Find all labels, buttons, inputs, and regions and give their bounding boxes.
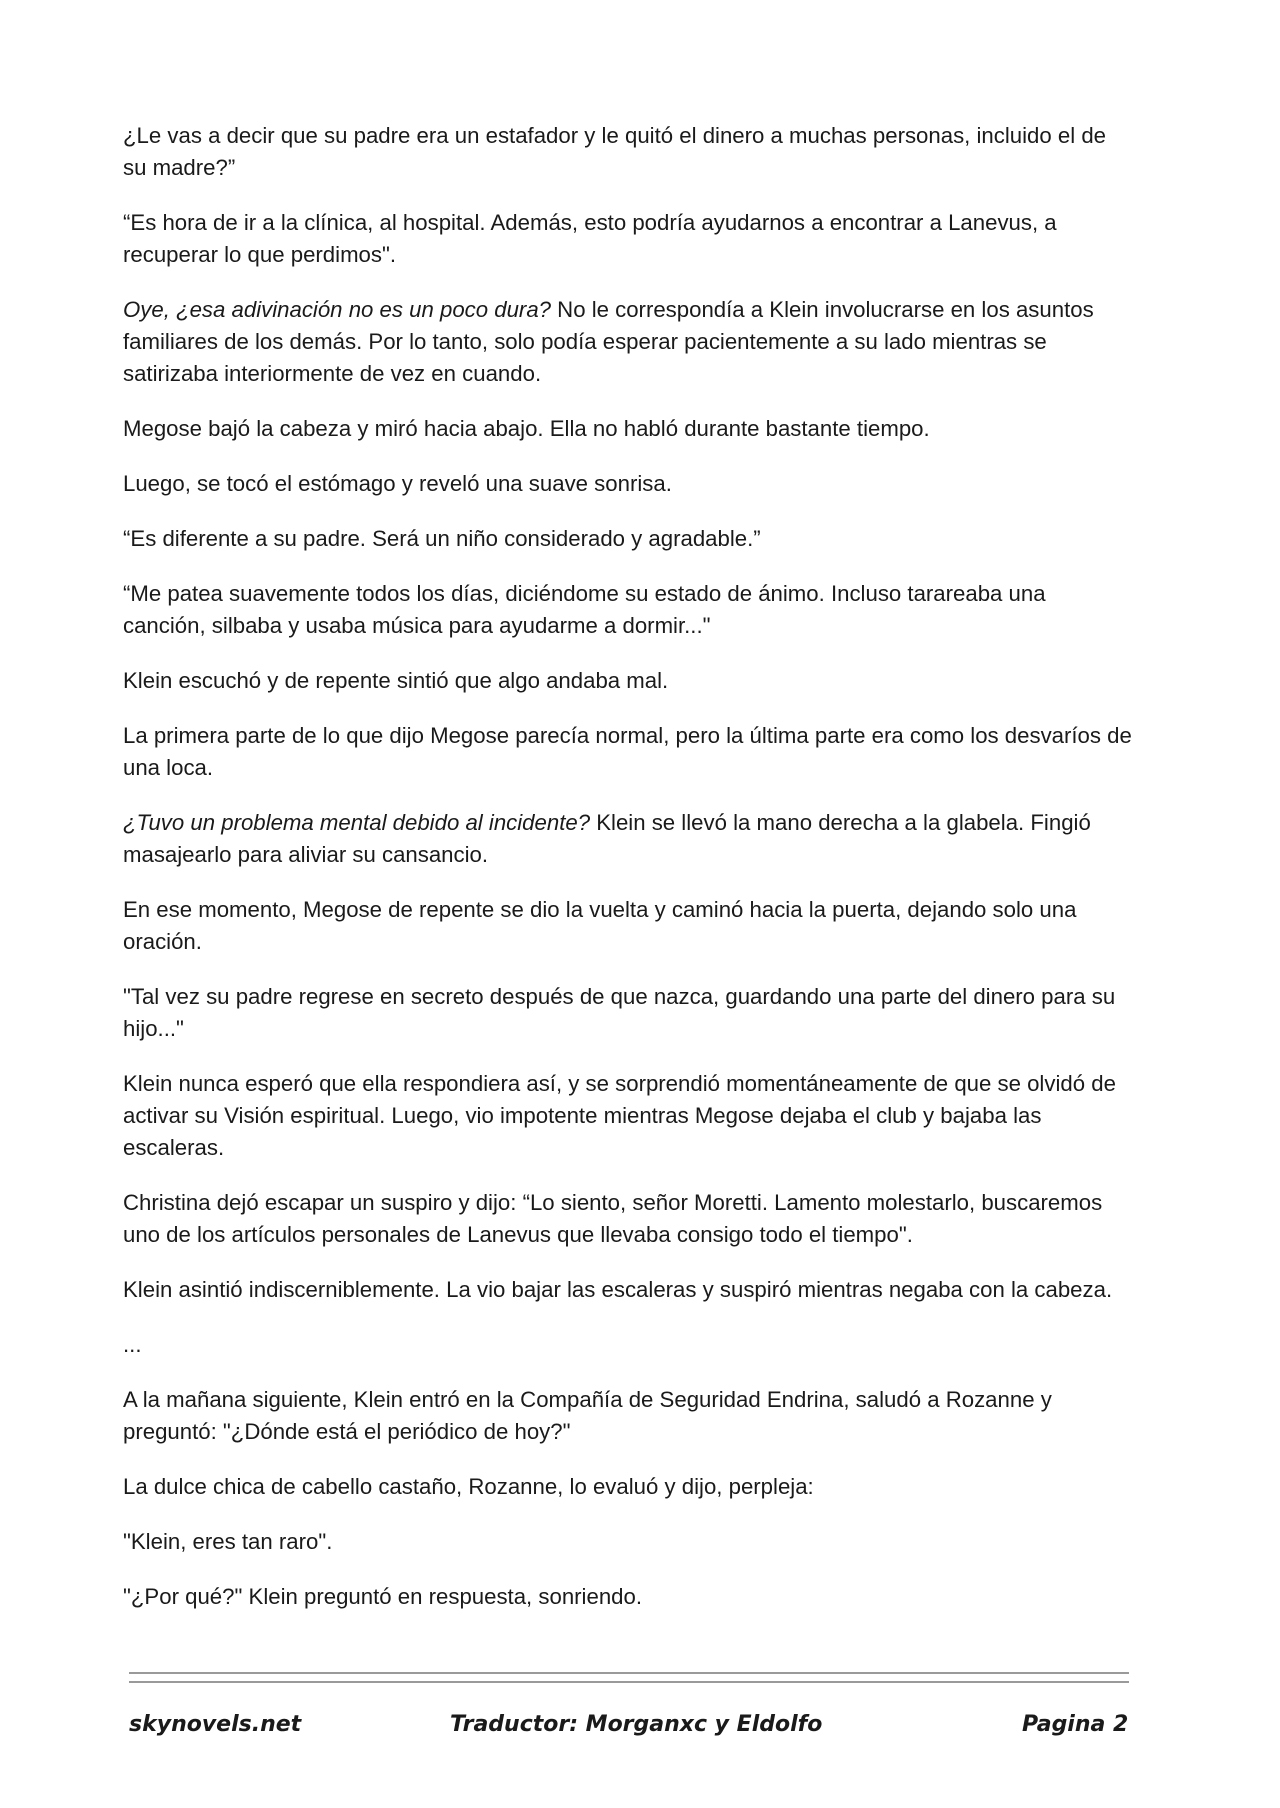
paragraph-italic-text: ¿Tuvo un problema mental debido al incidente? — [123, 810, 591, 835]
paragraph-italic-text: Oye, ¿esa adivinación no es un poco dura? — [123, 297, 551, 322]
footer-page-number: Pagina 2 — [1022, 1712, 1129, 1737]
paragraph-text: La dulce chica de cabello castaño, Rozanne, lo evaluó y dijo, perpleja: — [123, 1474, 814, 1499]
paragraph — [123, 1329, 1133, 1361]
paragraph — [123, 523, 1133, 555]
paragraph-text: La primera parte de lo que dijo Megose parecía normal, pero la última parte era como los desvaríos de una loca. — [123, 723, 1132, 780]
paragraph-text: "¿Por qué?" Klein preguntó en respuesta, sonriendo. — [123, 1584, 643, 1609]
paragraph — [123, 1471, 1133, 1503]
paragraph — [123, 578, 1133, 642]
paragraph — [123, 1526, 1133, 1558]
paragraph — [123, 665, 1133, 697]
paragraph — [123, 413, 1133, 445]
paragraph-text: Klein escuchó y de repente sintió que algo andaba mal. — [123, 668, 669, 693]
paragraph-text: Luego, se tocó el estómago y reveló una suave sonrisa. — [123, 471, 672, 496]
paragraph-text: No le correspondía a Klein involucrarse en los asuntos familiares de los demás. Por lo tanto, solo podía esperar pacientemente a su lado mientras se satirizaba interiormente de vez en cuando. — [123, 297, 1094, 386]
paragraph — [123, 720, 1133, 784]
paragraph-text: "Tal vez su padre regrese en secreto después de que nazca, guardando una parte del dinero para su hijo..." — [123, 984, 1116, 1041]
paragraph-text: ... — [123, 1332, 142, 1357]
footer-divider-top — [129, 1672, 1129, 1674]
paragraph-text: Christina dejó escapar un suspiro y dijo: “Lo siento, señor Moretti. Lamento molestarlo, buscaremos uno de los artículos personales de Lanevus que llevaba consigo todo el tiempo". — [123, 1190, 1103, 1247]
paragraph-text: A la mañana siguiente, Klein entró en la Compañía de Seguridad Endrina, saludó a Rozanne y preguntó: "¿Dónde está el periódico de hoy?" — [123, 1387, 1052, 1444]
paragraph-text: “Es diferente a su padre. Será un niño considerado y agradable.” — [123, 526, 761, 551]
paragraph — [123, 894, 1133, 958]
paragraph-text: Klein se llevó la mano derecha a la glabela. Fingió masajearlo para aliviar su cansancio. — [123, 810, 1091, 867]
paragraph — [123, 120, 1133, 184]
paragraph-text: “Me patea suavemente todos los días, diciéndome su estado de ánimo. Incluso tarareaba una canción, silbaba y usaba música para ayudarme a dormir..." — [123, 581, 1046, 638]
footer-translator-credit: Traductor: Morganxc y Eldolfo — [450, 1712, 823, 1737]
paragraph — [123, 294, 1133, 390]
footer-site-name: skynovels.net — [129, 1712, 302, 1737]
paragraph — [123, 1068, 1133, 1164]
paragraph-text: “Es hora de ir a la clínica, al hospital. Además, esto podría ayudarnos a encontrar a Lanevus, a recuperar lo que perdimos". — [123, 210, 1057, 267]
paragraph — [123, 807, 1133, 871]
paragraph — [123, 981, 1133, 1045]
paragraph-text: Megose bajó la cabeza y miró hacia abajo. Ella no habló durante bastante tiempo. — [123, 416, 930, 441]
paragraph — [123, 1274, 1133, 1306]
footer-divider-bottom — [129, 1681, 1129, 1683]
paragraph — [123, 1187, 1133, 1251]
paragraph — [123, 1581, 1133, 1613]
document-body — [123, 120, 1133, 1636]
paragraph-text: Klein nunca esperó que ella respondiera así, y se sorprendió momentáneamente de que se olvidó de activar su Visión espiritual. Luego, vio impotente mientras Megose dejaba el club y bajaba las escaleras. — [123, 1071, 1116, 1160]
paragraph-text: ¿Le vas a decir que su padre era un estafador y le quitó el dinero a muchas personas, incluido el de su madre?” — [123, 123, 1107, 180]
paragraph-text: Klein asintió indiscerniblemente. La vio bajar las escaleras y suspiró mientras negaba con la cabeza. — [123, 1277, 1113, 1302]
paragraph-text: "Klein, eres tan raro". — [123, 1529, 333, 1554]
paragraph — [123, 207, 1133, 271]
paragraph — [123, 468, 1133, 500]
page-footer — [0, 1712, 1280, 1752]
paragraph — [123, 1384, 1133, 1448]
paragraph-text: En ese momento, Megose de repente se dio la vuelta y caminó hacia la puerta, dejando solo una oración. — [123, 897, 1077, 954]
